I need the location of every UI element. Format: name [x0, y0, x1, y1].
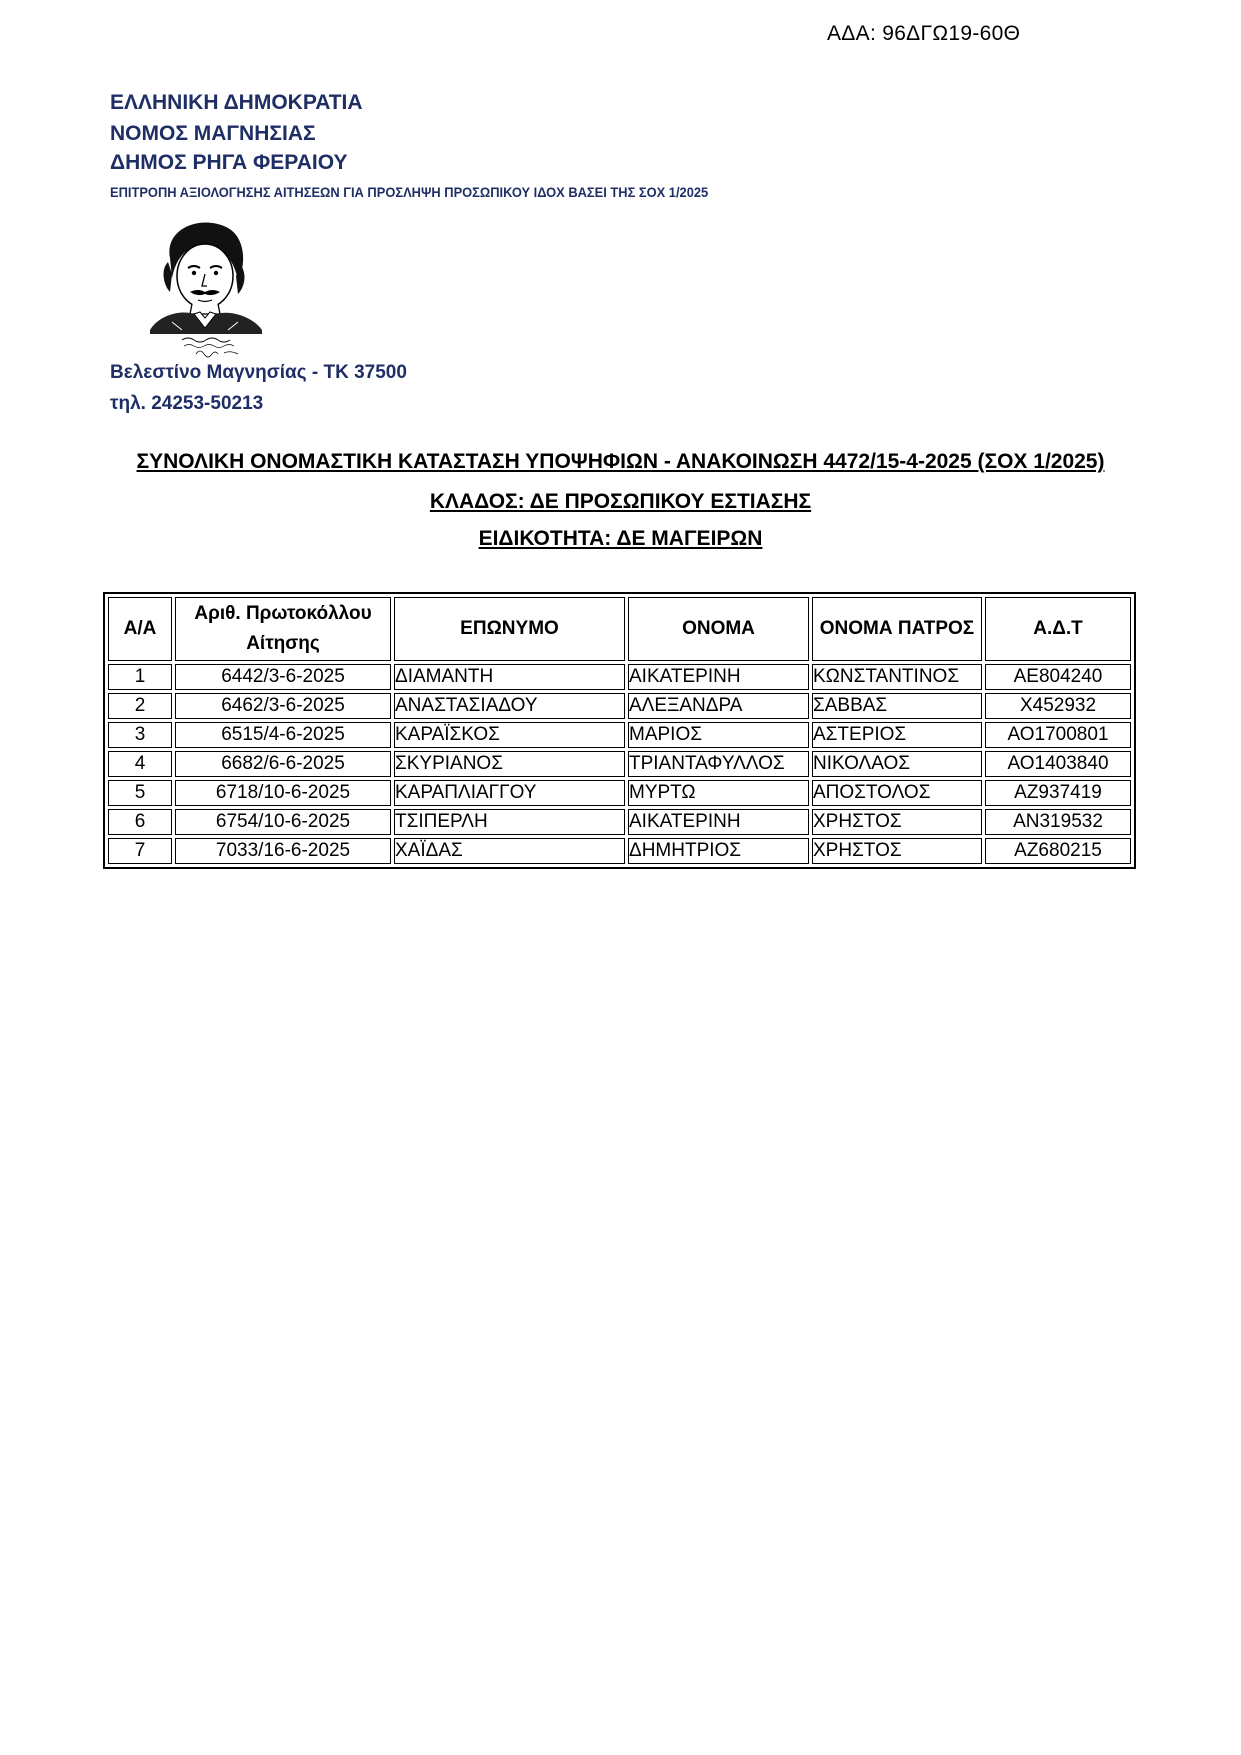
- column-header-surname: ΕΠΩΝΥΜΟ: [394, 597, 625, 661]
- cell-id-card: Χ452932: [985, 693, 1131, 719]
- cell-id-card: ΑΖ680215: [985, 838, 1131, 864]
- ada-code: ΑΔΑ: 96ΔΓΩ19-60Θ: [827, 22, 1021, 45]
- cell-protocol: 6442/3-6-2025: [175, 664, 391, 690]
- cell-id-card: ΑΟ1700801: [985, 722, 1131, 748]
- table-row: [108, 780, 1131, 806]
- cell-father-name: ΑΠΟΣΤΟΛΟΣ: [812, 780, 982, 806]
- phone: τηλ. 24253-50213: [110, 393, 264, 414]
- cell-name: ΤΡΙΑΝΤΑΦΥΛΛΟΣ: [628, 751, 809, 777]
- cell-protocol: 7033/16-6-2025: [175, 838, 391, 864]
- table-row: [108, 809, 1131, 835]
- cell-protocol: 6682/6-6-2025: [175, 751, 391, 777]
- cell-protocol: 6718/10-6-2025: [175, 780, 391, 806]
- table-row: [108, 722, 1131, 748]
- cell-protocol: 6462/3-6-2025: [175, 693, 391, 719]
- cell-name: ΑΙΚΑΤΕΡΙΝΗ: [628, 809, 809, 835]
- cell-surname: ΚΑΡΑΪΣΚΟΣ: [394, 722, 625, 748]
- cell-name: ΔΗΜΗΤΡΙΟΣ: [628, 838, 809, 864]
- cell-protocol: 6515/4-6-2025: [175, 722, 391, 748]
- candidates-table: [103, 592, 1136, 869]
- address: Βελεστίνο Μαγνησίας - ΤΚ 37500: [110, 362, 407, 383]
- cell-name: ΜΥΡΤΩ: [628, 780, 809, 806]
- cell-id-card: ΑΝ319532: [985, 809, 1131, 835]
- cell-aa: 5: [108, 780, 172, 806]
- cell-aa: 6: [108, 809, 172, 835]
- column-header-protocol: Αριθ. Πρωτοκόλλου Αίτησης: [175, 597, 391, 661]
- cell-surname: ΚΑΡΑΠΛΙΑΓΓΟΥ: [394, 780, 625, 806]
- cell-aa: 2: [108, 693, 172, 719]
- cell-name: ΑΙΚΑΤΕΡΙΝΗ: [628, 664, 809, 690]
- table-row: [108, 693, 1131, 719]
- branch-heading: ΚΛΑΔΟΣ: ΔΕ ΠΡΟΣΩΠΙΚΟΥ ΕΣΤΙΑΣΗΣ: [429, 490, 812, 513]
- cell-name: ΑΛΕΞΑΝΔΡΑ: [628, 693, 809, 719]
- cell-surname: ΔΙΑΜΑΝΤΗ: [394, 664, 625, 690]
- cell-protocol: 6754/10-6-2025: [175, 809, 391, 835]
- cell-surname: ΑΝΑΣΤΑΣΙΑΔΟΥ: [394, 693, 625, 719]
- org-line-prefecture: ΝΟΜΟΣ ΜΑΓΝΗΣΙΑΣ: [110, 122, 316, 145]
- cell-father-name: ΑΣΤΕΡΙΟΣ: [812, 722, 982, 748]
- column-header-name: ΟΝΟΜΑ: [628, 597, 809, 661]
- cell-father-name: ΧΡΗΣΤΟΣ: [812, 809, 982, 835]
- cell-aa: 4: [108, 751, 172, 777]
- org-line-committee: ΕΠΙΤΡΟΠΗ ΑΞΙΟΛΟΓΗΣΗΣ ΑΙΤΗΣΕΩΝ ΓΙΑ ΠΡΟΣΛΗΨΗ ΠΡΟΣΩΠΙΚΟΥ ΙΔΟΧ ΒΑΣΕΙ ΤΗΣ ΣΟΧ 1/2025: [110, 184, 709, 200]
- column-header-aa: Α/Α: [108, 597, 172, 661]
- cell-name: ΜΑΡΙΟΣ: [628, 722, 809, 748]
- cell-father-name: ΝΙΚΟΛΑΟΣ: [812, 751, 982, 777]
- table-row: [108, 751, 1131, 777]
- cell-id-card: ΑΕ804240: [985, 664, 1131, 690]
- cell-aa: 7: [108, 838, 172, 864]
- table-row: [108, 664, 1131, 690]
- cell-aa: 3: [108, 722, 172, 748]
- table-header-row: [108, 597, 1131, 661]
- column-header-id-card: Α.Δ.Τ: [985, 597, 1131, 661]
- org-line-municipality: ΔΗΜΟΣ ΡΗΓΑ ΦΕΡΑΙΟΥ: [110, 151, 348, 174]
- cell-surname: ΣΚΥΡΙΑΝΟΣ: [394, 751, 625, 777]
- org-line-republic: ΕΛΛΗΝΙΚΗ ΔΗΜΟΚΡΑΤΙΑ: [110, 91, 363, 114]
- cell-father-name: ΣΑΒΒΑΣ: [812, 693, 982, 719]
- document-title: ΣΥΝΟΛΙΚΗ ΟΝΟΜΑΣΤΙΚΗ ΚΑΤΑΣΤΑΣΗ ΥΠΟΨΗΦΙΩΝ - ΑΝΑΚΟΙΝΩΣΗ 4472/15-4-2025 (ΣΟΧ 1/2025): [136, 450, 1105, 473]
- cell-surname: ΤΣΙΠΕΡΛΗ: [394, 809, 625, 835]
- cell-father-name: ΚΩΝΣΤΑΝΤΙΝΟΣ: [812, 664, 982, 690]
- specialty-heading: ΕΙΔΙΚΟΤΗΤΑ: ΔΕ ΜΑΓΕΙΡΩΝ: [478, 527, 763, 550]
- cell-id-card: ΑΖ937419: [985, 780, 1131, 806]
- table-row: [108, 838, 1131, 864]
- cell-father-name: ΧΡΗΣΤΟΣ: [812, 838, 982, 864]
- rigas-feraios-portrait-icon: [142, 218, 268, 358]
- cell-surname: ΧΑΪΔΑΣ: [394, 838, 625, 864]
- cell-aa: 1: [108, 664, 172, 690]
- column-header-father-name: ΟΝΟΜΑ ΠΑΤΡΟΣ: [812, 597, 982, 661]
- cell-id-card: ΑΟ1403840: [985, 751, 1131, 777]
